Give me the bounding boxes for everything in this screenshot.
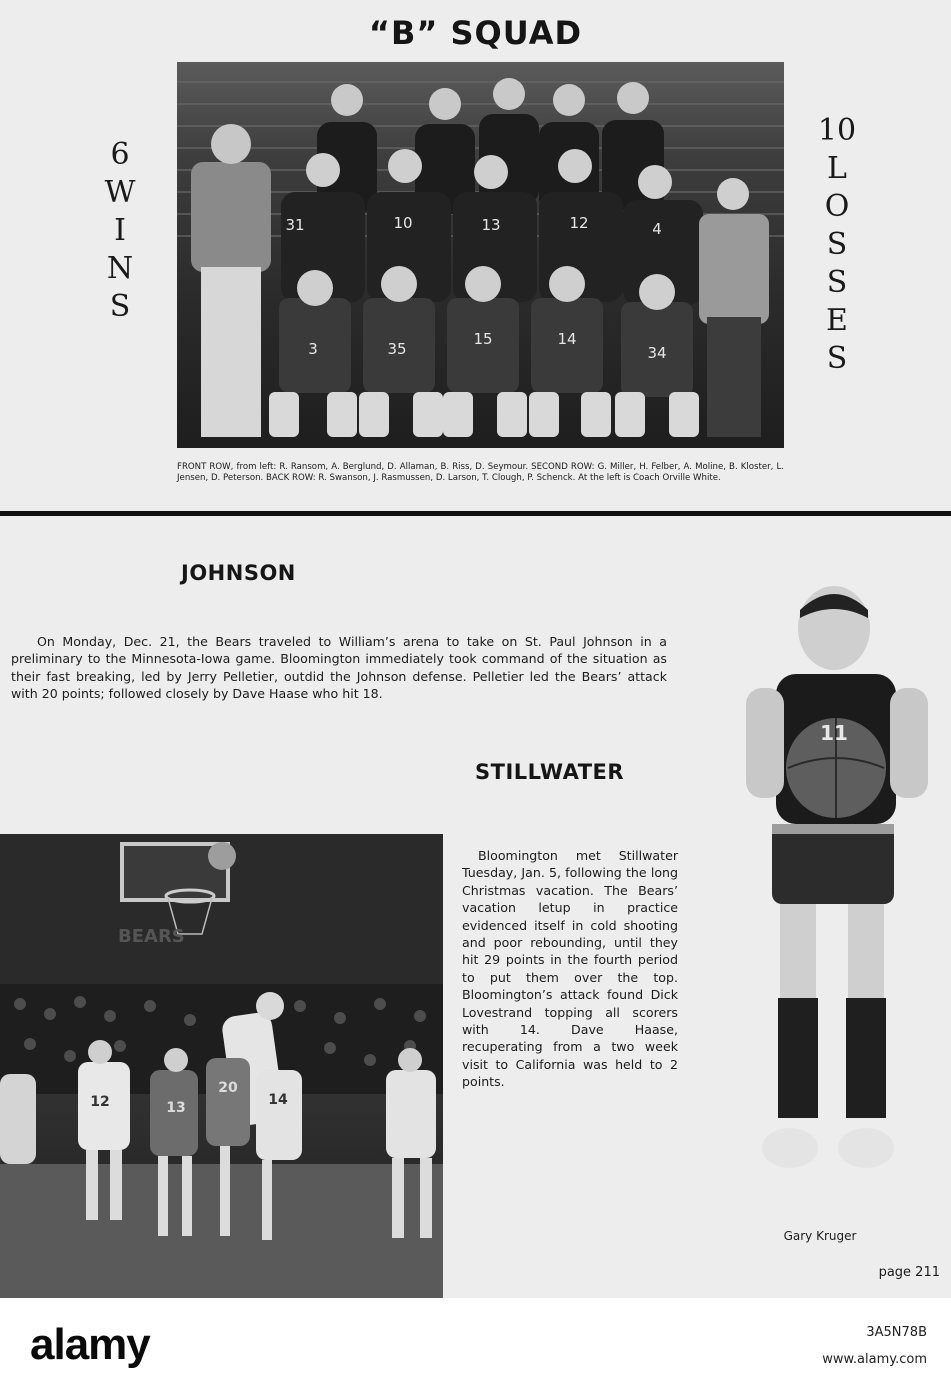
player-portrait bbox=[728, 578, 938, 1183]
team-photo-caption: FRONT ROW, from left: R. Ransom, A. Berglund, D. Allaman, B. Riss, D. Seymour. SECOND ROW: G. Miller, H. Felber, A. Moline, B. Kloster, L. Jensen, D. Peterson. BACK ROW: R. Swanson, J. Rasmussen, D. Larson, T. Clough, P. Schenck. At the left is Coach Orville White. bbox=[177, 462, 784, 483]
jersey-number: 14 bbox=[557, 330, 577, 348]
wins-record bbox=[100, 136, 140, 326]
jersey-number: 12 bbox=[90, 1094, 110, 1110]
page-title: “B” SQUAD bbox=[368, 14, 583, 52]
bears-wall-sign: BEARS bbox=[118, 926, 185, 947]
jersey-number: 4 bbox=[652, 220, 662, 238]
losses-letter: S bbox=[826, 265, 848, 300]
alamy-url: www.alamy.com bbox=[822, 1352, 927, 1367]
johnson-heading: JOHNSON bbox=[181, 561, 296, 585]
section-divider bbox=[0, 511, 951, 516]
jersey-number: 12 bbox=[569, 214, 589, 232]
page-number: page 211 bbox=[878, 1265, 940, 1280]
wins-letter: N bbox=[106, 251, 134, 286]
johnson-article: On Monday, Dec. 21, the Bears traveled to William’s arena to take on St. Paul Johnson in a preliminary to the Minnesota-Iowa game. Bloomington immediately took command of the situation as their fast breaking, led by Jerry Pelletier, outdid the Johnson defense. Pelletier led the Bears’ attack with 20 points; followed closely by Dave Haase who hit 18. bbox=[11, 634, 667, 702]
jersey-number: 11 bbox=[820, 721, 848, 745]
losses-letter: L bbox=[827, 151, 847, 186]
stock-footer bbox=[0, 1298, 951, 1390]
jersey-number: 14 bbox=[268, 1092, 288, 1108]
stillwater-heading: STILLWATER bbox=[475, 760, 625, 784]
jersey-number: 15 bbox=[473, 330, 493, 348]
jersey-number: 20 bbox=[218, 1080, 238, 1096]
jersey-number: 34 bbox=[647, 344, 667, 362]
jersey-number: 35 bbox=[387, 340, 407, 358]
jersey-number: 13 bbox=[166, 1100, 186, 1116]
jersey-number: 3 bbox=[308, 340, 318, 358]
losses-letter: S bbox=[826, 341, 848, 376]
jersey-number: 31 bbox=[285, 216, 305, 234]
image-id: 3A5N78B bbox=[866, 1325, 927, 1340]
player-name-caption: Gary Kruger bbox=[783, 1229, 857, 1243]
jersey-number: 10 bbox=[393, 214, 413, 232]
jersey-number: 13 bbox=[481, 216, 501, 234]
team-photo bbox=[177, 62, 784, 448]
losses-letter: S bbox=[826, 227, 848, 262]
losses-letter: O bbox=[824, 189, 850, 224]
alamy-logo: alamy bbox=[30, 1320, 150, 1369]
losses-count: 10 bbox=[817, 113, 857, 148]
stillwater-article: Bloomington met Stillwater Tuesday, Jan. 5, following the long Christmas vacation. The Bears’ vacation letup in practice evidenced itself in cold shooting and poor rebounding, until they hit 29 points in the fourth period to put them over the top. Bloomington’s attack found Dick Lovestrand topping all scorers with 14. Dave Haase, recuperating from a two week visit to California was held to 2 points. bbox=[462, 848, 678, 1090]
wins-letter: S bbox=[109, 289, 131, 324]
wins-count: 6 bbox=[110, 137, 130, 172]
wins-letter: I bbox=[114, 213, 126, 248]
wins-letter: W bbox=[104, 175, 136, 210]
losses-record bbox=[812, 112, 862, 378]
losses-letter: E bbox=[826, 303, 848, 338]
game-action-photo bbox=[0, 834, 443, 1298]
